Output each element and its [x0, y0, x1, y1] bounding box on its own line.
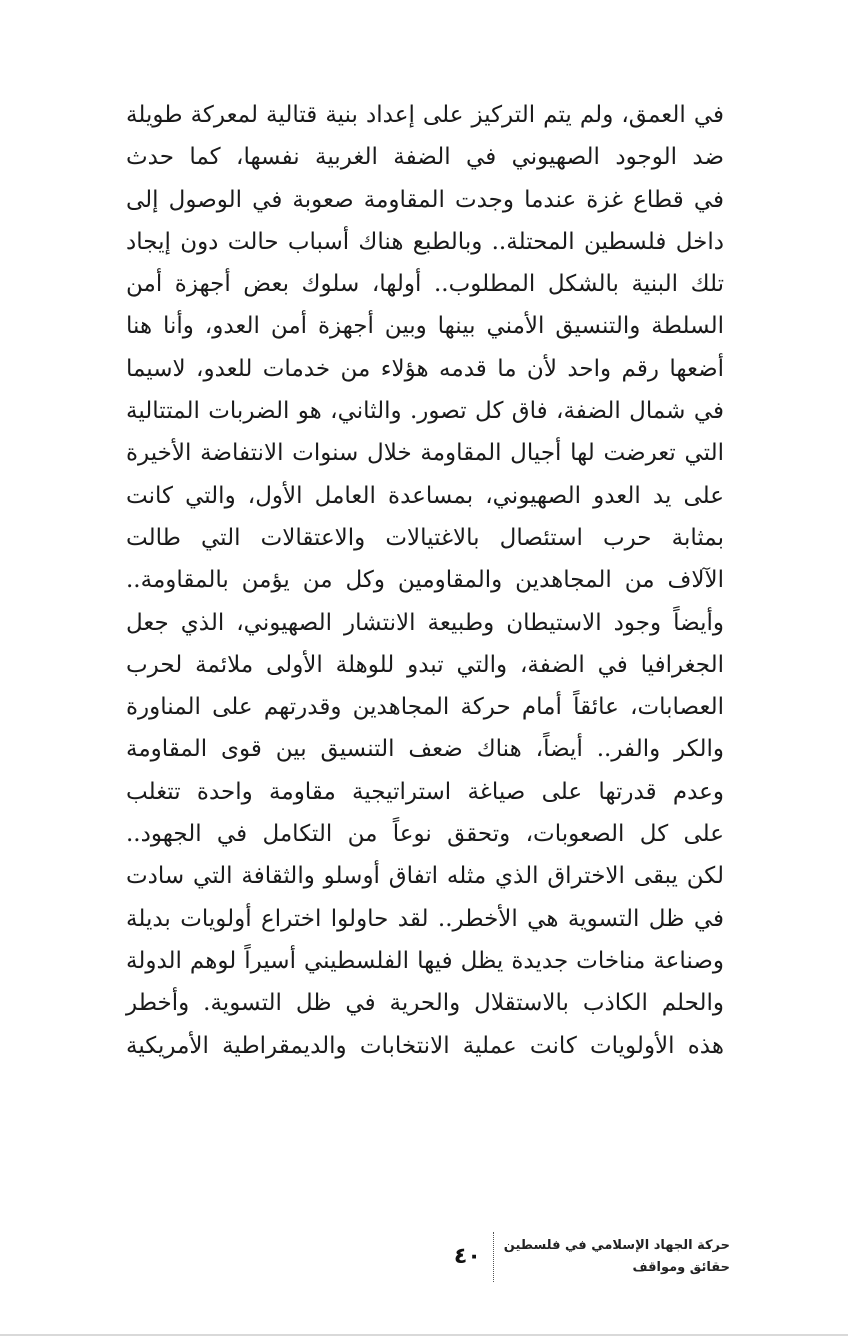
text-line: في ظل التسوية هي الأخطر.. لقد حاولوا اختراع أولويات بديلة	[126, 905, 724, 932]
text-line: الجغرافيا في الضفة، والتي تبدو للوهلة الأولى ملائمة لحرب	[126, 651, 724, 678]
text-line: بمثابة حرب استئصال بالاغتيالات والاعتقالات التي طالت	[126, 524, 724, 551]
text-line: التي تعرضت لها أجيال المقاومة خلال سنوات الانتفاضة الأخيرة	[126, 440, 724, 467]
running-footer-titles	[493, 1232, 730, 1282]
text-line: تلك البنية بالشكل المطلوب.. أولها، سلوك بعض أجهزة أمن	[126, 271, 724, 298]
text-line: وعدم قدرتها على صياغة استراتيجية مقاومة واحدة تتغلب	[126, 778, 724, 805]
text-line: لكن يبقى الاختراق الذي مثله اتفاق أوسلو والثقافة التي سادت	[126, 863, 724, 890]
text-line: داخل فلسطين المحتلة.. وبالطبع هناك أسباب حالت دون إيجاد	[126, 228, 724, 255]
text-line: في العمق، ولم يتم التركيز على إعداد بنية قتالية لمعركة طويلة	[126, 102, 724, 128]
text-line: الآلاف من المجاهدين والمقاومين وكل من يؤمن بالمقاومة..	[126, 567, 724, 594]
book-subtitle: حقائق ومواقف	[632, 1260, 730, 1275]
page-footer	[420, 1228, 730, 1286]
body-text	[126, 94, 724, 1067]
text-line: على يد العدو الصهيوني، بمساعدة العامل الأول، والتي كانت	[126, 482, 724, 509]
book-title: حركة الجهاد الإسلامي في فلسطين	[503, 1238, 730, 1253]
text-line: العصابات، عائقاً أمام حركة المجاهدين وقدرتهم على المناورة	[126, 694, 724, 721]
text-line: في قطاع غزة عندما وجدت المقاومة صعوبة في الوصول إلى	[126, 186, 724, 213]
text-line: وأيضاً وجود الاستيطان وطبيعة الانتشار الصهيوني، الذي جعل	[126, 609, 724, 636]
text-line: والحلم الكاذب بالاستقلال والحرية في ظل التسوية. وأخطر	[126, 990, 724, 1017]
text-line: ضد الوجود الصهيوني في الضفة الغربية نفسها، كما حدث	[126, 144, 724, 171]
text-line: والكر والفر.. أيضاً، هناك ضعف التنسيق بين قوى المقاومة	[126, 736, 724, 763]
text-line: هذه الأولويات كانت عملية الانتخابات والديمقراطية الأمريكية	[126, 1032, 724, 1059]
text-line: السلطة والتنسيق الأمني بينها وبين أجهزة أمن العدو، وأنا هنا	[126, 313, 724, 340]
page-number: ٤٠	[453, 1244, 481, 1269]
text-line: وصناعة مناخات جديدة يظل فيها الفلسطيني أسيراً لوهم الدولة	[126, 947, 724, 974]
text-line: أضعها رقم واحد لأن ما قدمه هؤلاء من خدمات للعدو، لاسيما	[126, 355, 724, 382]
bottom-divider	[0, 1334, 848, 1336]
text-line: في شمال الضفة، فاق كل تصور. والثاني، هو الضربات المتتالية	[126, 398, 724, 425]
text-line: على كل الصعوبات، وتحقق نوعاً من التكامل في الجهود..	[126, 821, 724, 848]
